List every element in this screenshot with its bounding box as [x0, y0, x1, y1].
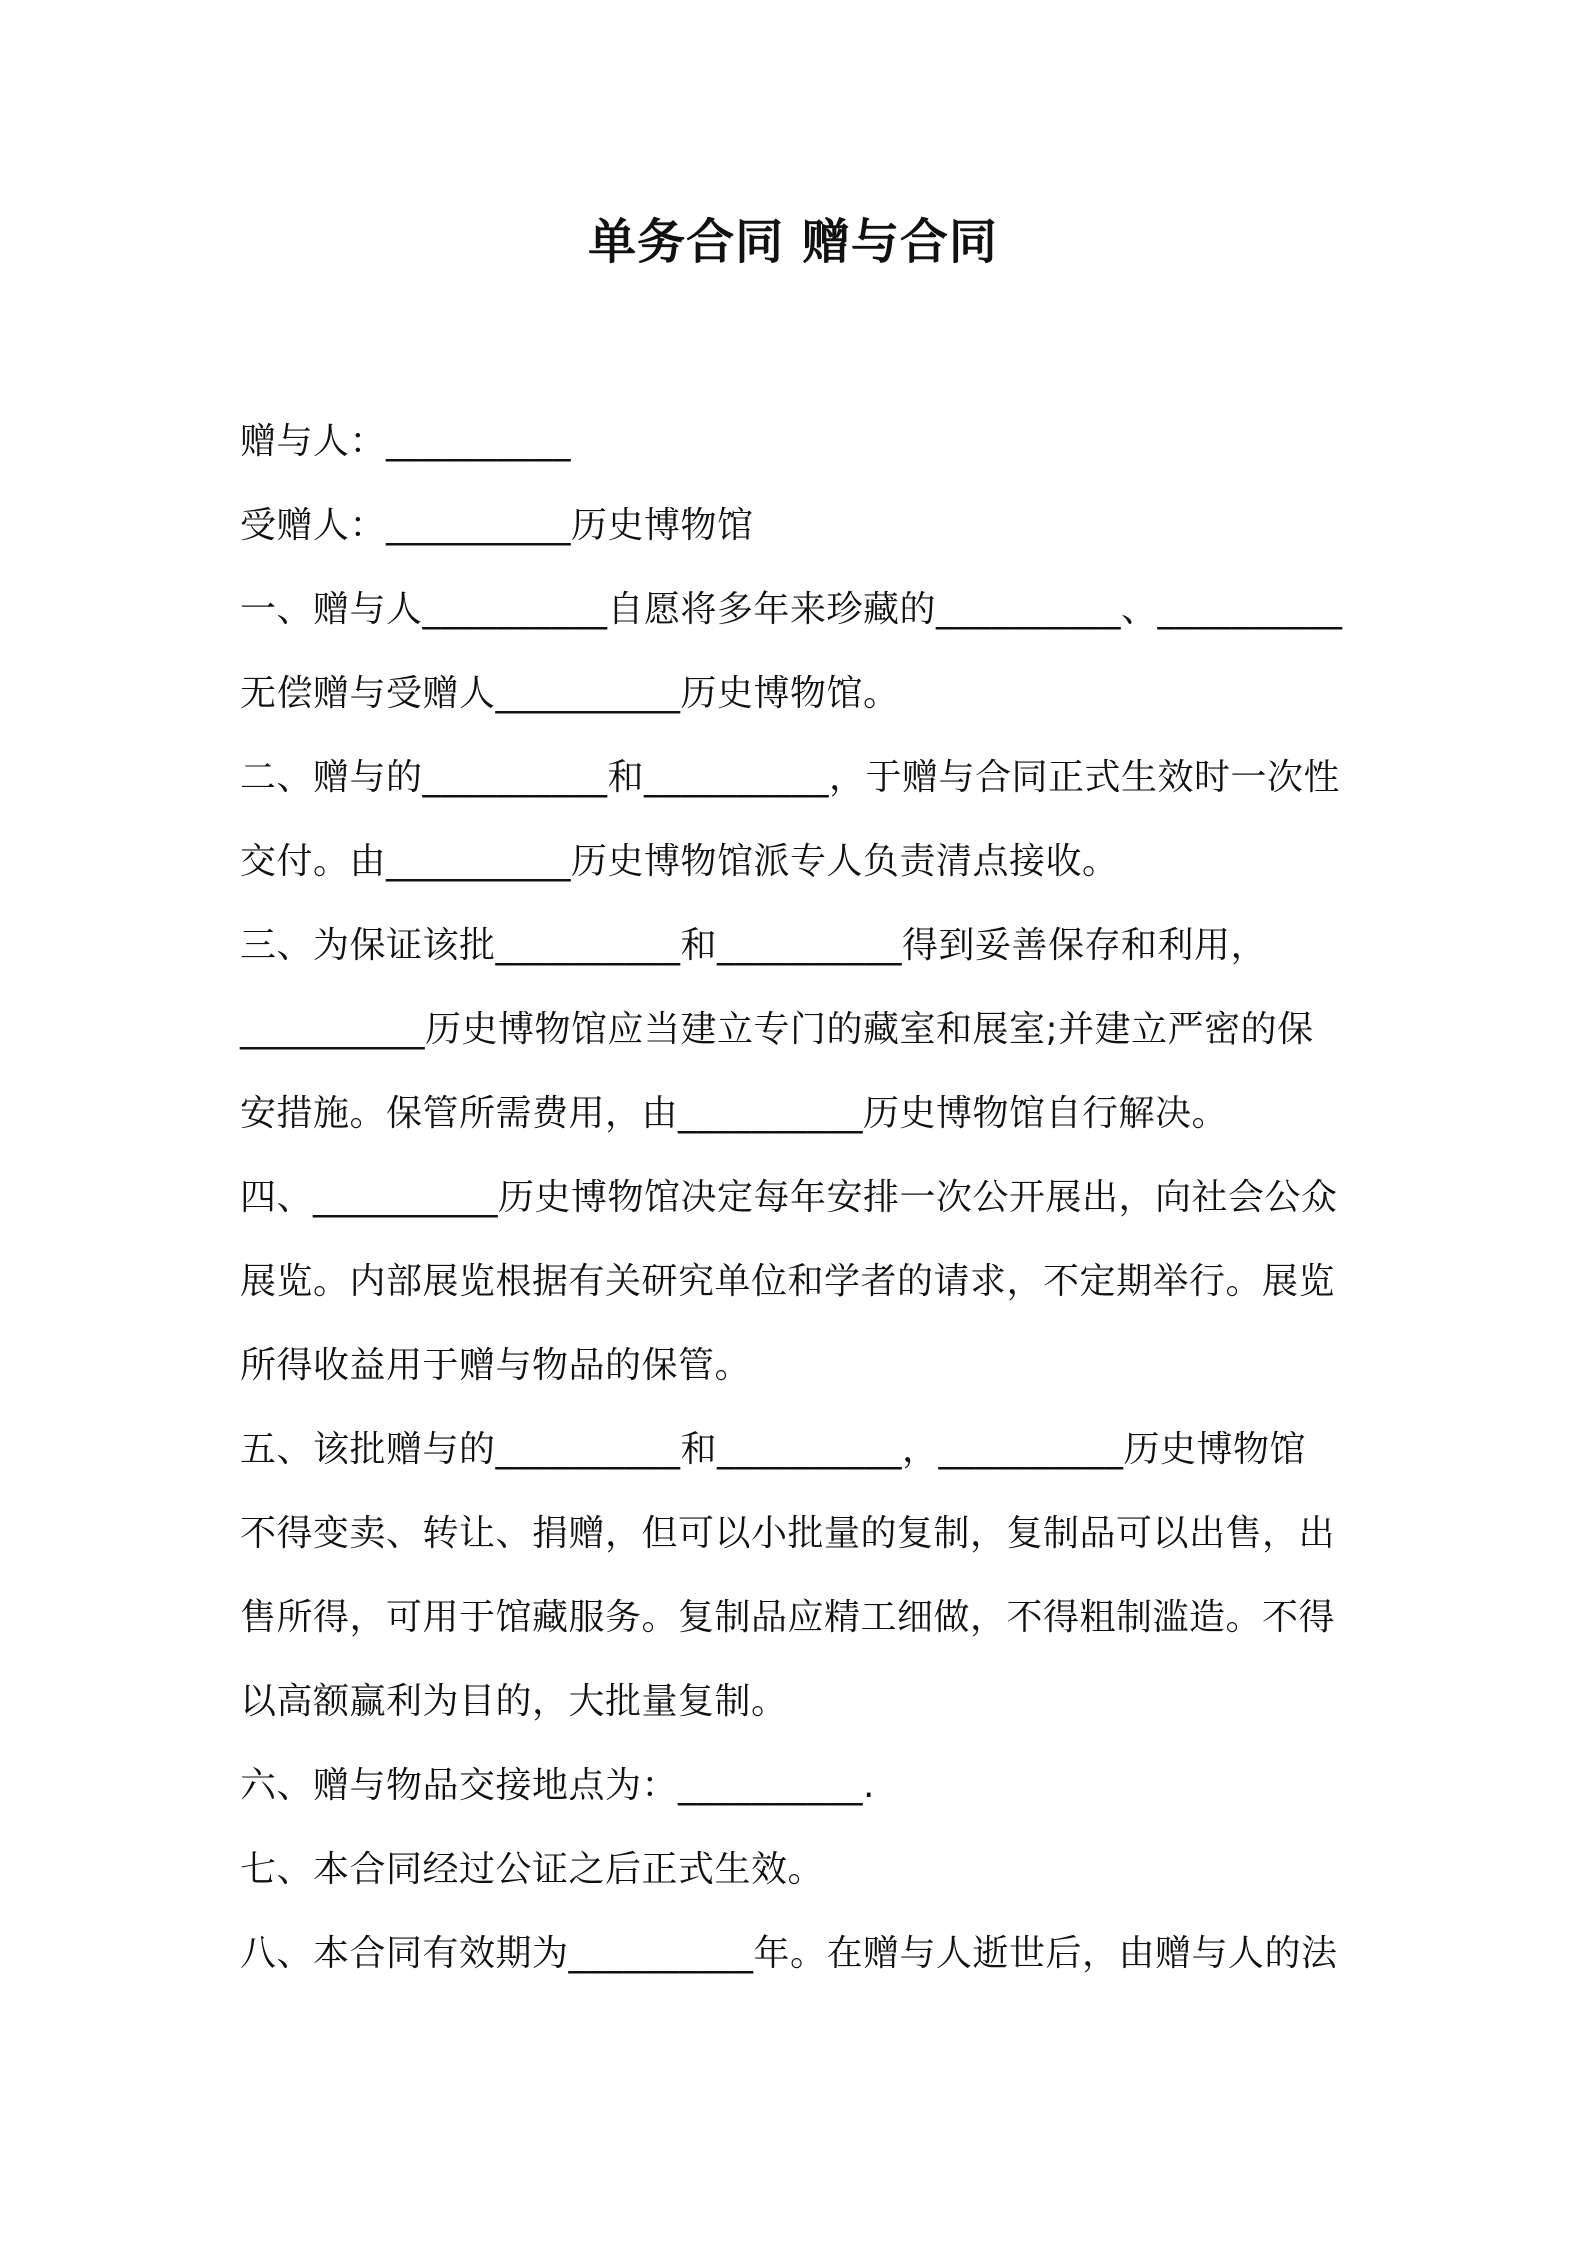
clause-8-line: 八、本合同有效期为__________年。在赠与人逝世后，由赠与人的法	[240, 1933, 1338, 1974]
clause-6-line: 六、赠与物品交接地点为：__________.	[240, 1765, 875, 1806]
clause-5-line-4: 以高额赢利为目的，大批量复制。	[240, 1681, 788, 1722]
clause-3-line-2: __________历史博物馆应当建立专门的藏室和展室;并建立严密的保	[240, 1009, 1314, 1050]
clause-3-line-3: 安措施。保管所需费用，由__________历史博物馆自行解决。	[240, 1093, 1229, 1134]
contract-body	[240, 400, 1360, 1996]
clause-2-line-2: 交付。由__________历史博物馆派专人负责清点接收。	[240, 841, 1119, 882]
clause-4-line-3: 所得收益用于赠与物品的保管。	[240, 1345, 752, 1386]
clause-1-line-1: 一、赠与人__________自愿将多年来珍藏的__________、__________	[240, 589, 1343, 630]
clause-5-line-2: 不得变卖、转让、捐赠，但可以小批量的复制，复制品可以出售，出	[240, 1513, 1336, 1554]
donor-line: 赠与人：__________	[240, 421, 572, 462]
document-title: 单务合同 赠与合同	[588, 214, 998, 270]
clause-5-line-3: 售所得，可用于馆藏服务。复制品应精工细做，不得粗制滥造。不得	[240, 1597, 1336, 1638]
clause-1-line-2: 无偿赠与受赠人__________历史博物馆。	[240, 673, 900, 714]
recipient-line: 受赠人：__________历史博物馆	[240, 505, 754, 546]
clause-5-line-1: 五、该批赠与的__________和__________，__________历史博物馆	[240, 1429, 1307, 1470]
clause-2-line-1: 二、赠与的__________和__________，于赠与合同正式生效时一次性	[240, 757, 1341, 798]
clause-4-line-2: 展览。内部展览根据有关研究单位和学者的请求，不定期举行。展览	[240, 1261, 1336, 1302]
clause-7-line: 七、本合同经过公证之后正式生效。	[240, 1849, 825, 1890]
clause-4-line-1: 四、__________历史博物馆决定每年安排一次公开展出，向社会公众	[240, 1177, 1338, 1218]
clause-3-line-1: 三、为保证该批__________和__________得到妥善保存和利用，	[240, 925, 1268, 966]
